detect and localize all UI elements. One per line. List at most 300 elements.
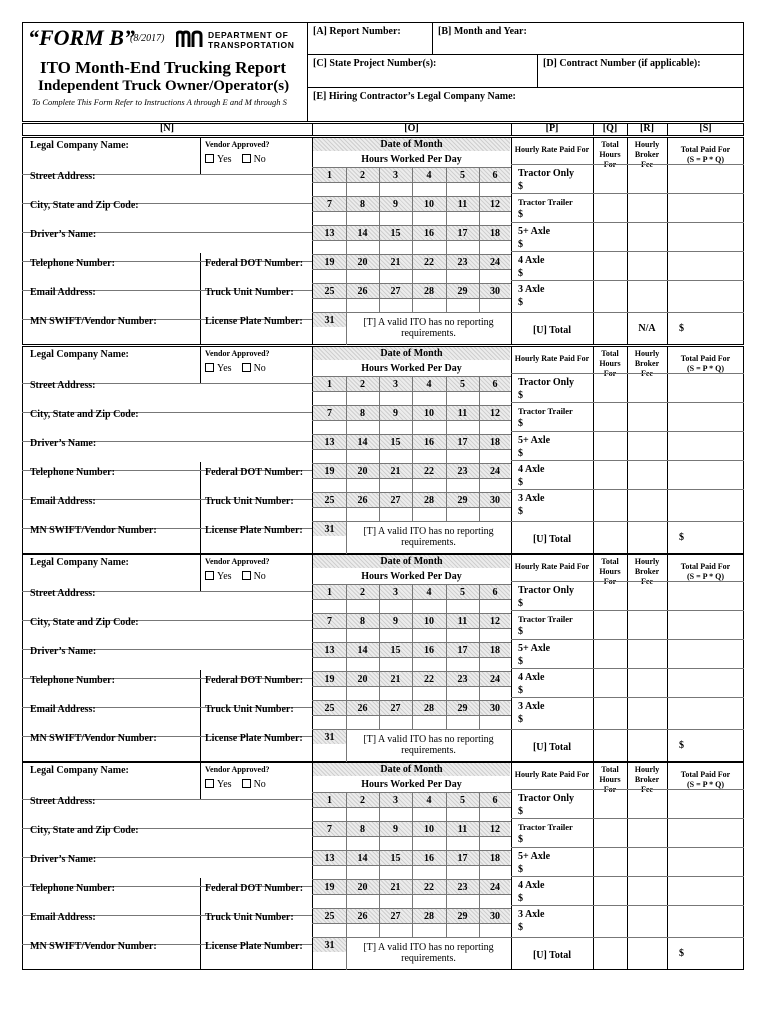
day-number: 19 <box>324 674 335 685</box>
hours-entry-cell[interactable] <box>380 629 411 643</box>
hours-entry-cell[interactable] <box>380 600 411 614</box>
hours-entry-cell[interactable] <box>347 629 378 643</box>
license-plate-number-field[interactable] <box>205 316 303 327</box>
total-hours-cell[interactable] <box>594 168 626 192</box>
email-address-field[interactable] <box>30 287 96 298</box>
hours-entry-cell[interactable] <box>447 508 478 522</box>
hours-entry-cell[interactable] <box>347 212 378 226</box>
hours-entry-cell[interactable] <box>447 629 478 643</box>
hours-entry-cell[interactable] <box>447 392 478 406</box>
total-hours-cell[interactable] <box>594 793 626 817</box>
hours-entry-cell[interactable] <box>447 924 478 938</box>
hours-entry-cell[interactable] <box>314 924 345 938</box>
hours-entry-cell[interactable] <box>314 895 345 909</box>
hours-entry-cell[interactable] <box>314 392 345 406</box>
hours-entry-cell[interactable] <box>314 450 345 464</box>
hours-entry-cell[interactable] <box>314 299 345 313</box>
hours-entry-cell[interactable] <box>413 479 445 493</box>
hours-entry-cell[interactable] <box>480 895 510 909</box>
truck-rate-cell[interactable] <box>518 793 592 817</box>
hours-entry-cell[interactable] <box>480 600 510 614</box>
telephone-number-field[interactable] <box>30 883 115 894</box>
total-hours-cell[interactable] <box>594 377 626 401</box>
truck-rate-cell[interactable] <box>518 701 592 725</box>
broker-fee-cell[interactable] <box>628 284 666 308</box>
hours-entry-cell[interactable] <box>447 183 478 197</box>
total-paid-cell[interactable] <box>668 643 743 667</box>
truck-rate-cell[interactable] <box>518 585 592 609</box>
broker-fee-cell[interactable] <box>628 880 666 904</box>
hours-entry-cell[interactable] <box>480 508 510 522</box>
no-checkbox[interactable] <box>242 779 266 790</box>
hours-entry-cell[interactable] <box>314 508 345 522</box>
hours-entry-cell[interactable] <box>347 687 378 701</box>
total-paid-cell[interactable] <box>668 284 743 308</box>
federal-dot-number-field[interactable] <box>205 883 303 894</box>
no-checkbox[interactable] <box>242 363 266 374</box>
u-total-hours-cell[interactable] <box>594 315 626 343</box>
hours-entry-cell[interactable] <box>314 658 345 672</box>
total-hours-cell[interactable] <box>594 284 626 308</box>
contract-number-field[interactable] <box>543 58 701 69</box>
license-plate-number-label: License Plate Number: <box>205 941 303 952</box>
day-number: 7 <box>327 199 332 210</box>
hours-entry-cell[interactable] <box>413 299 445 313</box>
hours-entry-cell[interactable] <box>480 421 510 435</box>
hours-entry-cell[interactable] <box>380 924 411 938</box>
total-paid-cell[interactable] <box>668 672 743 696</box>
hours-entry-cell[interactable] <box>480 658 510 672</box>
total-hours-cell[interactable] <box>594 493 626 517</box>
telephone-number-field[interactable] <box>30 675 115 686</box>
driver-name-field[interactable] <box>30 438 96 449</box>
hours-entry-cell[interactable] <box>413 716 445 730</box>
total-paid-cell[interactable] <box>668 406 743 430</box>
mn-swift-vendor-number-field[interactable] <box>30 525 157 536</box>
hours-entry-cell[interactable] <box>447 866 478 880</box>
hours-entry-cell[interactable] <box>314 716 345 730</box>
hours-entry-cell[interactable] <box>447 270 478 284</box>
hours-entry-cell[interactable] <box>480 687 510 701</box>
driver-name-field[interactable] <box>30 229 96 240</box>
s-total-dollar[interactable]: $ <box>679 532 684 543</box>
hours-entry-cell[interactable] <box>413 508 445 522</box>
street-address-field[interactable] <box>30 796 95 807</box>
day-number: 14 <box>357 645 368 656</box>
hours-entry-cell[interactable] <box>413 450 445 464</box>
day-number: 4 <box>426 170 432 181</box>
day-number: 28 <box>424 286 434 297</box>
telephone-number-field[interactable] <box>30 467 115 478</box>
broker-fee-cell[interactable] <box>628 643 666 667</box>
legal-company-name-field[interactable] <box>30 140 129 151</box>
broker-fee-cell[interactable] <box>628 851 666 875</box>
hours-entry-cell[interactable] <box>413 421 445 435</box>
truck-rate-cell[interactable] <box>518 197 592 220</box>
total-hours-cell[interactable] <box>594 851 626 875</box>
hourly-rate-header: Hourly Rate Paid For <box>514 145 590 154</box>
hours-entry-cell[interactable] <box>413 629 445 643</box>
total-paid-cell[interactable] <box>668 851 743 875</box>
hours-entry-cell[interactable] <box>413 924 445 938</box>
hours-entry-cell[interactable] <box>380 479 411 493</box>
truck-rate-cell[interactable] <box>518 822 592 845</box>
total-hours-cell[interactable] <box>594 435 626 459</box>
hours-entry-cell[interactable] <box>480 479 510 493</box>
broker-fee-cell[interactable] <box>628 493 666 517</box>
total-paid-cell[interactable] <box>668 255 743 279</box>
truck-rate-cell[interactable] <box>518 168 592 192</box>
total-paid-cell[interactable] <box>668 197 743 221</box>
day-number: 23 <box>457 257 468 268</box>
hours-entry-cell[interactable] <box>314 866 345 880</box>
hours-entry-cell[interactable] <box>347 866 378 880</box>
hours-entry-cell[interactable] <box>480 270 510 284</box>
hours-entry-cell-31[interactable] <box>314 953 345 968</box>
broker-fee-cell[interactable] <box>628 822 666 846</box>
mn-swift-vendor-number-field[interactable] <box>30 316 157 327</box>
day-number: 17 <box>457 228 468 239</box>
license-plate-number-field[interactable] <box>205 733 303 744</box>
broker-fee-cell[interactable] <box>628 406 666 430</box>
total-hours-cell[interactable] <box>594 614 626 638</box>
truck-rate-cell[interactable] <box>518 643 592 667</box>
hours-entry-cell[interactable] <box>314 600 345 614</box>
hours-entry-cell[interactable] <box>447 600 478 614</box>
city-state-zip-field[interactable] <box>30 409 139 420</box>
hours-entry-cell[interactable] <box>480 866 510 880</box>
hours-entry-cell[interactable] <box>413 241 445 255</box>
hours-entry-cell[interactable] <box>380 421 411 435</box>
hours-entry-cell[interactable] <box>480 392 510 406</box>
project-number-field[interactable] <box>313 58 436 69</box>
total-hours-cell[interactable] <box>594 255 626 279</box>
hours-entry-cell[interactable] <box>347 837 378 851</box>
hours-entry-cell[interactable] <box>447 716 478 730</box>
hours-entry-cell[interactable] <box>314 479 345 493</box>
hours-entry-cell[interactable] <box>413 600 445 614</box>
hours-entry-cell-31[interactable] <box>314 537 345 552</box>
yes-checkbox[interactable] <box>205 154 232 165</box>
hours-entry-cell[interactable] <box>314 270 345 284</box>
hours-entry-cell[interactable] <box>380 183 411 197</box>
hours-entry-cell[interactable] <box>314 241 345 255</box>
day-number: 18 <box>490 437 500 448</box>
truck-unit-number-field[interactable] <box>205 287 294 298</box>
street-address-field[interactable] <box>30 588 95 599</box>
federal-dot-number-field[interactable] <box>205 675 303 686</box>
truck-rate-cell[interactable] <box>518 464 592 488</box>
truck-rate-cell[interactable] <box>518 435 592 459</box>
hours-entry-cell[interactable] <box>447 479 478 493</box>
federal-dot-number-field[interactable] <box>205 467 303 478</box>
hours-entry-cell[interactable] <box>347 716 378 730</box>
truck-unit-number-field[interactable] <box>205 704 294 715</box>
hours-entry-cell[interactable] <box>480 629 510 643</box>
total-paid-cell[interactable] <box>668 880 743 904</box>
truck-rate-cell[interactable] <box>518 880 592 904</box>
total-hours-cell[interactable] <box>594 464 626 488</box>
total-paid-cell[interactable] <box>668 822 743 846</box>
hours-entry-cell[interactable] <box>447 687 478 701</box>
total-paid-cell[interactable] <box>668 435 743 459</box>
hours-entry-cell[interactable] <box>380 241 411 255</box>
email-address-field[interactable] <box>30 912 96 923</box>
truck-rate-cell[interactable] <box>518 851 592 875</box>
hours-entry-cell[interactable] <box>347 808 378 822</box>
yes-checkbox[interactable] <box>205 571 232 582</box>
total-paid-cell[interactable] <box>668 701 743 725</box>
hours-entry-cell[interactable] <box>380 508 411 522</box>
city-state-zip-field[interactable] <box>30 617 139 628</box>
truck-rate-cell[interactable] <box>518 377 592 401</box>
hours-entry-cell[interactable] <box>380 270 411 284</box>
day-number: 20 <box>357 882 368 893</box>
driver-name-field[interactable] <box>30 854 96 865</box>
hours-entry-cell[interactable] <box>380 450 411 464</box>
total-hours-cell[interactable] <box>594 701 626 725</box>
no-checkbox[interactable] <box>242 571 266 582</box>
hours-entry-cell[interactable] <box>447 808 478 822</box>
hours-entry-cell[interactable] <box>314 183 345 197</box>
hours-entry-cell[interactable] <box>347 895 378 909</box>
hours-entry-cell[interactable] <box>380 866 411 880</box>
hours-entry-cell[interactable] <box>314 808 345 822</box>
telephone-number-field[interactable] <box>30 258 115 269</box>
hours-entry-cell[interactable] <box>380 808 411 822</box>
license-plate-number-field[interactable] <box>205 941 303 952</box>
day-number: 16 <box>424 228 434 239</box>
hours-entry-cell[interactable] <box>347 479 378 493</box>
federal-dot-number-field[interactable] <box>205 258 303 269</box>
hours-entry-cell[interactable] <box>447 212 478 226</box>
hours-entry-cell[interactable] <box>314 629 345 643</box>
street-address-field[interactable] <box>30 171 95 182</box>
hours-entry-cell[interactable] <box>447 837 478 851</box>
hours-entry-cell[interactable] <box>447 241 478 255</box>
hours-entry-cell[interactable] <box>347 183 378 197</box>
legal-company-name-field[interactable] <box>30 765 129 776</box>
report-number-field[interactable] <box>313 26 401 37</box>
u-total-hours-cell[interactable] <box>594 732 626 760</box>
telephone-number-label: Telephone Number: <box>30 883 115 894</box>
hours-entry-cell[interactable] <box>447 421 478 435</box>
total-hours-cell[interactable] <box>594 822 626 846</box>
hours-entry-cell[interactable] <box>347 421 378 435</box>
day-number: 2 <box>360 587 365 598</box>
hours-entry-cell[interactable] <box>480 716 510 730</box>
hours-entry-cell[interactable] <box>347 658 378 672</box>
truck-row-line <box>511 639 744 640</box>
total-hours-cell[interactable] <box>594 672 626 696</box>
driver-name-field[interactable] <box>30 646 96 657</box>
city-state-zip-label: City, State and Zip Code: <box>30 825 139 836</box>
mn-swift-vendor-number-field[interactable] <box>30 941 157 952</box>
hours-entry-cell-31[interactable] <box>314 745 345 760</box>
mn-swift-vendor-number-field[interactable] <box>30 733 157 744</box>
broker-fee-cell[interactable] <box>628 464 666 488</box>
hours-entry-cell[interactable] <box>480 183 510 197</box>
hours-entry-cell[interactable] <box>380 687 411 701</box>
hours-entry-cell[interactable] <box>347 299 378 313</box>
hours-entry-cell[interactable] <box>380 895 411 909</box>
hours-entry-cell[interactable] <box>413 808 445 822</box>
s-total-dollar[interactable]: $ <box>679 323 684 334</box>
total-paid-cell[interactable] <box>668 464 743 488</box>
city-state-zip-field[interactable] <box>30 825 139 836</box>
truck-type-label: 4 Axle <box>518 255 545 266</box>
dollar-sign: $ <box>518 656 523 667</box>
hours-entry-cell[interactable] <box>413 658 445 672</box>
hours-entry-cell[interactable] <box>314 421 345 435</box>
total-hours-cell[interactable] <box>594 197 626 221</box>
broker-fee-cell[interactable] <box>628 585 666 609</box>
total-paid-cell[interactable] <box>668 226 743 250</box>
email-address-field[interactable] <box>30 704 96 715</box>
report-title: ITO Month-End Trucking Report <box>40 58 287 77</box>
total-paid-cell[interactable] <box>668 377 743 401</box>
hours-entry-cell[interactable] <box>347 241 378 255</box>
total-hours-cell[interactable] <box>594 643 626 667</box>
no-checkbox[interactable] <box>242 154 266 165</box>
total-hours-cell[interactable] <box>594 406 626 430</box>
truck-rate-cell[interactable] <box>518 255 592 279</box>
broker-fee-cell[interactable] <box>628 793 666 817</box>
hours-entry-cell[interactable] <box>380 392 411 406</box>
email-address-field[interactable] <box>30 496 96 507</box>
hours-entry-cell[interactable] <box>413 866 445 880</box>
hours-entry-cell[interactable] <box>380 837 411 851</box>
hours-entry-cell[interactable] <box>480 299 510 313</box>
total-hours-cell[interactable] <box>594 226 626 250</box>
hours-entry-cell[interactable] <box>480 924 510 938</box>
total-paid-cell[interactable] <box>668 909 743 933</box>
hours-entry-cell[interactable] <box>380 658 411 672</box>
hours-entry-cell[interactable] <box>413 212 445 226</box>
date-of-month-label: Date of Month <box>380 764 443 775</box>
broker-fee-cell[interactable] <box>628 701 666 725</box>
hours-entry-cell-31[interactable] <box>314 328 345 343</box>
date-of-month-label: Date of Month <box>380 139 443 150</box>
total-paid-cell[interactable] <box>668 493 743 517</box>
total-paid-cell[interactable] <box>668 168 743 192</box>
truck-rate-cell[interactable] <box>518 614 592 637</box>
u-total-hours-cell[interactable] <box>594 940 626 968</box>
day-number: 17 <box>457 437 468 448</box>
hours-entry-cell[interactable] <box>480 837 510 851</box>
truck-rate-cell[interactable] <box>518 226 592 250</box>
legal-company-name-field[interactable] <box>30 557 129 568</box>
s-total-dollar[interactable]: $ <box>679 740 684 751</box>
hours-entry-cell[interactable] <box>413 687 445 701</box>
truck-unit-number-field[interactable] <box>205 496 294 507</box>
street-address-field[interactable] <box>30 380 95 391</box>
truck-row-line <box>511 610 744 611</box>
hours-entry-cell[interactable] <box>314 837 345 851</box>
broker-fee-cell[interactable] <box>628 255 666 279</box>
license-plate-number-field[interactable] <box>205 525 303 536</box>
hours-entry-cell[interactable] <box>347 600 378 614</box>
contractor-name-field[interactable] <box>313 91 516 102</box>
broker-fee-header: Hourly Broker Fee <box>634 140 660 169</box>
legal-company-name-field[interactable] <box>30 349 129 360</box>
mndot-logo-icon <box>176 30 204 53</box>
truck-rate-cell[interactable] <box>518 406 592 429</box>
day-number: 4 <box>426 795 432 806</box>
hours-entry-cell[interactable] <box>347 392 378 406</box>
truck-unit-number-field[interactable] <box>205 912 294 923</box>
hours-entry-cell[interactable] <box>347 270 378 284</box>
yes-checkbox[interactable] <box>205 779 232 790</box>
total-hours-cell[interactable] <box>594 585 626 609</box>
hours-entry-cell[interactable] <box>380 212 411 226</box>
day-number: 16 <box>424 437 434 448</box>
broker-fee-cell[interactable] <box>628 614 666 638</box>
day-number: 11 <box>457 616 468 627</box>
hours-entry-cell[interactable] <box>380 299 411 313</box>
truck-rate-cell[interactable] <box>518 672 592 696</box>
day-number: 1 <box>327 379 332 390</box>
valid-ito-line-1: [T] A valid ITO has no reporting <box>363 942 494 953</box>
hours-entry-cell[interactable] <box>347 924 378 938</box>
hours-entry-cell[interactable] <box>447 658 478 672</box>
project-number-label: [C] State Project Number(s): <box>313 58 437 69</box>
broker-fee-cell[interactable] <box>628 168 666 192</box>
hours-entry-cell[interactable] <box>480 212 510 226</box>
total-hours-cell[interactable] <box>594 909 626 933</box>
hours-entry-cell[interactable] <box>480 450 510 464</box>
hours-entry-cell[interactable] <box>447 299 478 313</box>
hours-entry-cell[interactable] <box>480 808 510 822</box>
hours-entry-cell[interactable] <box>413 270 445 284</box>
total-paid-cell[interactable] <box>668 614 743 638</box>
hours-entry-cell[interactable] <box>447 895 478 909</box>
cd-divider <box>537 54 538 87</box>
day-number: 18 <box>490 645 500 656</box>
s-total-dollar[interactable]: $ <box>679 948 684 959</box>
broker-fee-cell[interactable] <box>628 197 666 221</box>
hours-entry-cell[interactable] <box>347 450 378 464</box>
broker-fee-cell[interactable] <box>628 672 666 696</box>
no-label: No <box>253 571 266 582</box>
hours-entry-cell[interactable] <box>380 716 411 730</box>
hours-entry-cell[interactable] <box>314 687 345 701</box>
truck-rate-cell[interactable] <box>518 284 592 308</box>
hours-entry-cell[interactable] <box>413 895 445 909</box>
hours-entry-cell[interactable] <box>413 183 445 197</box>
city-state-zip-field[interactable] <box>30 200 139 211</box>
total-hours-cell[interactable] <box>594 880 626 904</box>
hours-entry-cell[interactable] <box>413 392 445 406</box>
broker-fee-cell[interactable] <box>628 226 666 250</box>
yes-checkbox[interactable] <box>205 363 232 374</box>
truck-rate-cell[interactable] <box>518 909 592 933</box>
u-total-hours-cell[interactable] <box>594 524 626 552</box>
hours-entry-cell[interactable] <box>314 212 345 226</box>
hours-entry-cell[interactable] <box>413 837 445 851</box>
broker-fee-cell[interactable] <box>628 909 666 933</box>
hours-entry-cell[interactable] <box>480 241 510 255</box>
hours-entry-cell[interactable] <box>447 450 478 464</box>
hours-entry-cell[interactable] <box>347 508 378 522</box>
truck-rate-cell[interactable] <box>518 493 592 517</box>
total-paid-cell[interactable] <box>668 793 743 817</box>
broker-fee-cell[interactable] <box>628 377 666 401</box>
total-paid-cell[interactable] <box>668 585 743 609</box>
broker-fee-cell[interactable] <box>628 435 666 459</box>
dollar-sign: $ <box>518 209 523 220</box>
month-year-field[interactable] <box>438 26 527 37</box>
